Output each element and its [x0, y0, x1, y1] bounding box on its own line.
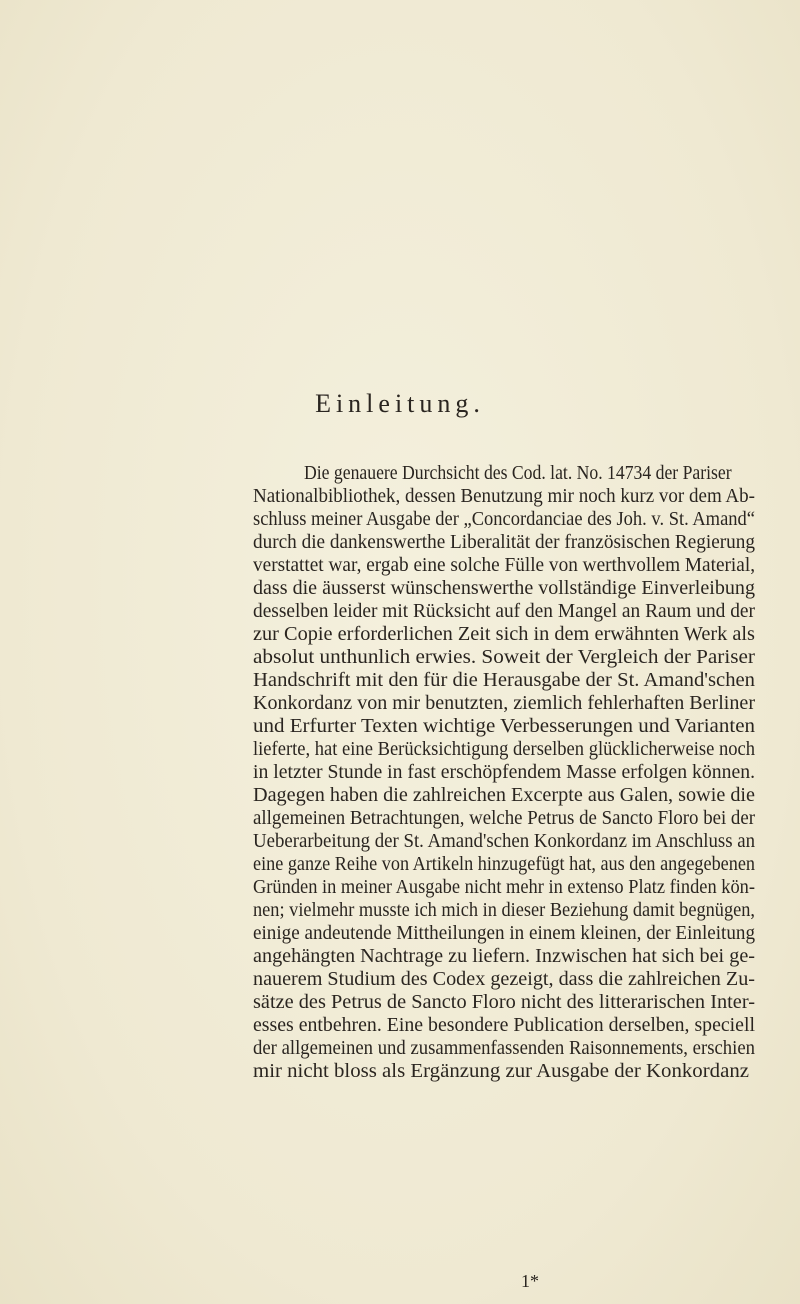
text-line: dass die äusserst wünschenswerthe vollständige Einverleibung	[253, 578, 755, 599]
text-line: Handschrift mit den für die Herausgabe der St. Amand'schen	[253, 670, 756, 691]
text-line: eine ganze Reihe von Artikeln hinzugefügt hat, aus den angegebenen	[253, 854, 756, 875]
text-line: zur Copie erforderlichen Zeit sich in dem erwähnten Werk als	[253, 624, 755, 645]
text-line: einige andeutende Mittheilungen in einem kleinen, der Einleitung	[253, 923, 756, 944]
text-line: allgemeinen Betrachtungen, welche Petrus de Sancto Floro bei der	[253, 808, 756, 829]
text-line: Konkordanz von mir benutzten, ziemlich fehlerhaften Berliner	[253, 693, 756, 714]
text-line: Gründen in meiner Ausgabe nicht mehr in extenso Platz finden kön-	[253, 877, 756, 898]
text-line: sätze des Petrus de Sancto Floro nicht des litterarischen Inter-	[253, 992, 755, 1013]
text-line: lieferte, hat eine Berücksichtigung derselben glücklicherweise noch	[253, 739, 756, 760]
text-line: verstattet war, ergab eine solche Fülle von werthvollem Material,	[253, 555, 756, 576]
text-line: und Erfurter Texten wichtige Verbesserungen und Varianten	[253, 716, 756, 737]
text-line: Die genauere Durchsicht des Cod. lat. No. 14734 der Pariser	[304, 463, 732, 484]
text-line: desselben leider mit Rücksicht auf den Mangel an Raum und der	[253, 601, 755, 622]
text-line: nauerem Studium des Codex gezeigt, dass die zahlreichen Zu-	[253, 969, 756, 990]
text-line: in letzter Stunde in fast erschöpfendem Masse erfolgen können.	[253, 762, 756, 783]
text-line: der allgemeinen und zusammenfassenden Raisonnements, erschien	[253, 1038, 756, 1059]
text-line: durch die dankenswerthe Liberalität der französischen Regierung	[253, 532, 755, 553]
text-line: absolut unthunlich erwies. Soweit der Vergleich der Pariser	[253, 647, 755, 668]
chapter-heading: Einleitung.	[315, 389, 485, 418]
text-line: Dagegen haben die zahlreichen Excerpte aus Galen, sowie die	[253, 785, 756, 806]
text-line: Ueberarbeitung der St. Amand'schen Konkordanz im Anschluss an	[253, 831, 756, 852]
signature-mark: 1*	[521, 1271, 539, 1291]
text-line: esses entbehren. Eine besondere Publication derselben, speciell	[253, 1015, 755, 1036]
text-line: nen; vielmehr musste ich mich in dieser Beziehung damit begnügen,	[253, 900, 756, 921]
text-line: mir nicht bloss als Ergänzung zur Ausgabe der Konkordanz	[253, 1061, 749, 1082]
text-line: angehängten Nachtrage zu liefern. Inzwischen hat sich bei ge-	[253, 946, 756, 967]
text-line: schluss meiner Ausgabe der „Concordanciae des Joh. v. St. Amand“	[253, 509, 755, 530]
text-line: Nationalbibliothek, dessen Benutzung mir noch kurz vor dem Ab-	[253, 486, 756, 507]
